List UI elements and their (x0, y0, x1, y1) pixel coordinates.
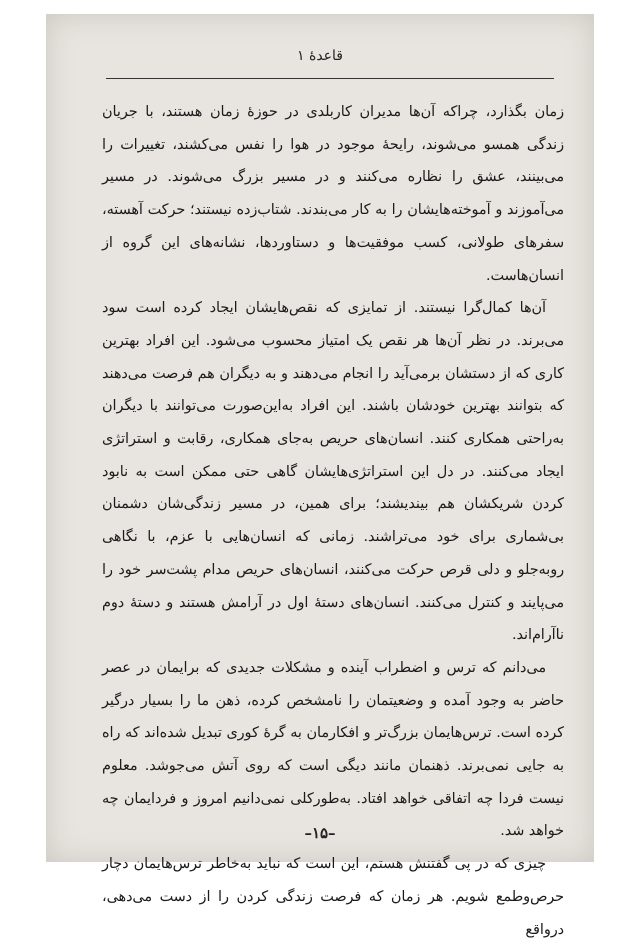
page-number: –۱۵– (304, 824, 336, 842)
paragraph-2: آن‌ها کمال‌گرا نیستند. از تمایزی که نقص‌هایشان ایجاد کرده است سود می‌برند. در نظر آن‌ها هر نقص یک امتیاز محسوب می‌شود. این افراد بهترین کاری که از دستشان برمی‌آید را انجام می‌دهند و به دیگران هم فرصت می‌دهند که بتوانند بهترین خودشان باشند. این افراد به‌این‌صورت می‌توانند با دیگران به‌راحتی همکاری کنند. انسان‌های حریص به‌جای همکاری، رقابت و استراتژی ایجاد می‌کنند. در دل این استراتژی‌هایشان گاهی حتی ممکن است به نابود کردن شریکشان هم بیندیشند؛ برای همین، در مسیر زندگی‌شان دشمنان بی‌شماری برای خود می‌تراشند. زمانی که انسان‌هایی با عزم، با نگاهی روبه‌جلو و دلی قرص حرکت می‌کنند، انسان‌های حریص مدام پشت‌سر خود را می‌پایند و کنترل می‌کنند. انسان‌های دستهٔ اول در آرامش هستند و دستهٔ دوم ناآرام‌اند. (102, 300, 564, 644)
header-rule (106, 78, 554, 79)
body-text (102, 96, 564, 946)
paragraph-4: چیزی که در پی گفتنش هستم، این است که نباید به‌خاطر ترس‌هایمان دچار حرص‌وطمع شویم. هر زمان که فرصت زندگی کردن را از دست می‌دهی، درواقع (102, 856, 564, 938)
paragraph-3: می‌دانم که ترس و اضطراب آینده و مشکلات جدیدی که برایمان در عصر حاضر به وجود آمده و وضعیتمان را نامشخص کرده، ذهن ما را بسیار درگیر کرده است. ترس‌هایمان بزرگ‌تر و افکارمان به گرهٔ کوری تبدیل شده‌اند که راه به جایی نمی‌برند. ذهنمان مانند دیگی است که روی آتش می‌جوشد. معلوم نیست فردا چه اتفاقی خواهد افتاد. به‌طورکلی نمی‌دانیم امروز و فردایمان چه خواهد شد. (102, 659, 564, 840)
paragraph-1: زمان بگذارد، چراکه آن‌ها مدیران کاربلدی در حوزهٔ زمان هستند، با جریان زندگی همسو می‌شوند، رایحهٔ موجود در هوا را نفس می‌کشند، تغییرات را می‌بینند، عشق را نظاره می‌کنند و در مسیر بزرگ می‌شوند. در مسیر می‌آموزند و آموخته‌هایشان را به کار می‌بندند. شتاب‌زده نیستند؛ حرکت آهسته، سفرهای طولانی، کسب موفقیت‌ها و دستاوردها، نشانه‌های این گروه از انسان‌هاست. (102, 104, 564, 284)
chapter-title: قاعدهٔ ۱ (297, 48, 343, 64)
running-header (46, 26, 594, 70)
book-page (46, 14, 594, 938)
